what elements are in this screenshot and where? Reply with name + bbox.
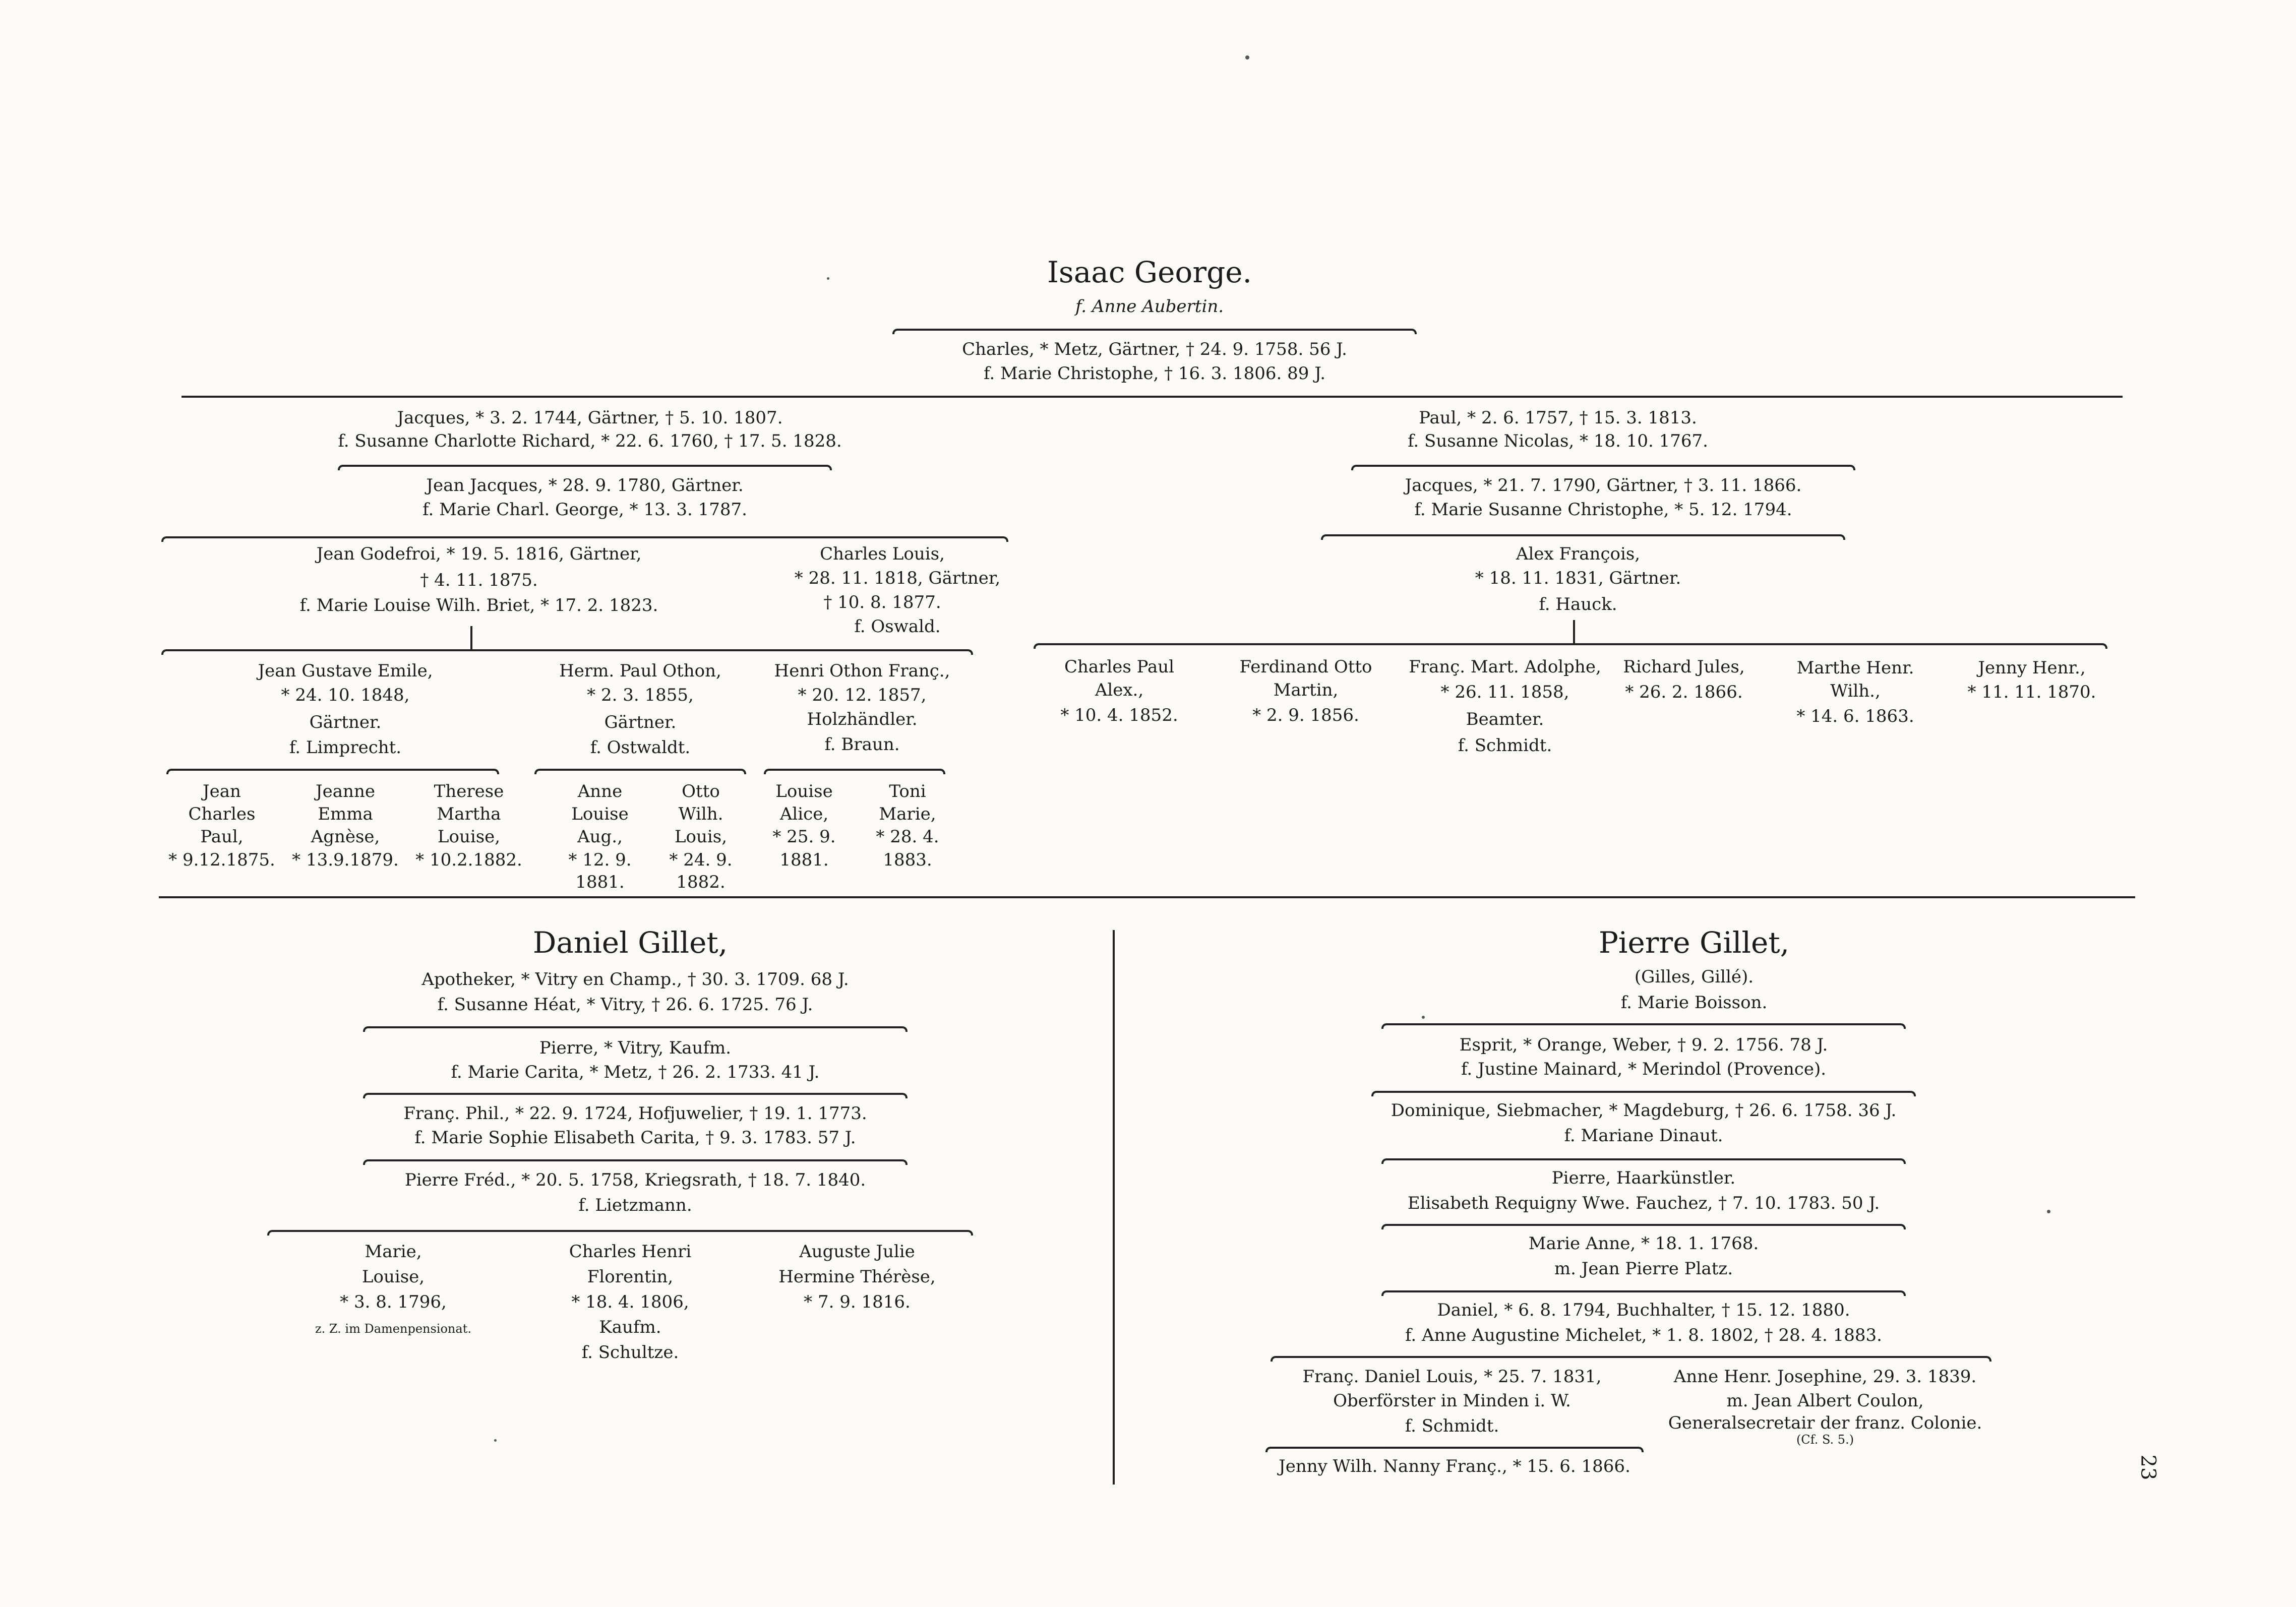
gk-toni-1: Toni xyxy=(889,781,926,801)
bracket xyxy=(1381,1023,1906,1029)
george-spouse: f. Anne Aubertin. xyxy=(1075,296,1224,317)
paul-line2: f. Susanne Nicolas, * 18. 10. 1767. xyxy=(1408,431,1708,451)
george-charles: Charles, * Metz, Gärtner, † 24. 9. 1758. 56 J. xyxy=(962,339,1347,359)
gk-louise-4: 1881. xyxy=(779,850,829,870)
gk-toni-4: 1883. xyxy=(883,850,932,870)
gk-louise-3: * 25. 9. xyxy=(772,827,836,847)
ch-jenny-2: * 11. 11. 1870. xyxy=(1967,682,2096,702)
henriothon-line2: * 20. 12. 1857, xyxy=(798,685,927,705)
gk-jean-1: Jean xyxy=(203,781,241,801)
pierre-l3b: Elisabeth Requigny Wwe. Fauchez, † 7. 10. 1783. 50 J. xyxy=(1407,1193,1880,1213)
gk-louise-1: Louise xyxy=(775,781,833,801)
gk-therese-3: Louise, xyxy=(437,827,501,847)
gk-therese-4: * 10.2.1882. xyxy=(415,850,522,870)
henriothon-line4: f. Braun. xyxy=(824,734,900,755)
daniel-charles-1: Charles Henri xyxy=(569,1242,692,1262)
daniel-charles-5: f. Schultze. xyxy=(581,1342,679,1363)
bracket xyxy=(267,1230,973,1235)
scan-speck xyxy=(1422,1016,1425,1019)
bracket xyxy=(1034,643,2107,649)
gk-jean-2: Charles xyxy=(188,804,256,824)
scan-speck xyxy=(1245,55,1249,59)
ch-franc-1: Franç. Mart. Adolphe, xyxy=(1409,657,1601,677)
scan-speck xyxy=(494,1439,497,1442)
section-divider xyxy=(159,896,2135,898)
henriothon-line1: Henri Othon Franç., xyxy=(774,661,950,681)
ch-charlespaul-3: * 10. 4. 1852. xyxy=(1060,705,1178,725)
gk-therese-2: Martha xyxy=(437,804,501,824)
gk-otto-1: Otto xyxy=(682,781,720,801)
hermpaul-line2: * 2. 3. 1855, xyxy=(587,685,694,705)
pierre-title: Pierre Gillet, xyxy=(1598,925,1790,960)
daniel-charles-2: Florentin, xyxy=(587,1267,674,1287)
pierre-anne-3: Generalsecretair der franz. Colonie. xyxy=(1668,1413,1982,1433)
ch-ferdinand-2: Martin, xyxy=(1273,680,1339,700)
scan-speck xyxy=(2047,1210,2050,1213)
bracket xyxy=(161,649,973,655)
gk-otto-4: * 24. 9. xyxy=(669,850,733,870)
daniel-charles-4: Kaufm. xyxy=(599,1317,661,1337)
gk-otto-3: Louis, xyxy=(674,827,728,847)
bracket xyxy=(1381,1158,1906,1164)
ch-charlespaul-2: Alex., xyxy=(1095,680,1144,700)
connector xyxy=(470,626,472,649)
bracket xyxy=(166,769,499,774)
pierre-l1a: Esprit, * Orange, Weber, † 9. 2. 1756. 78 J. xyxy=(1459,1035,1828,1055)
pierre-l0a: (Gilles, Gillé). xyxy=(1634,967,1754,987)
daniel-auguste-2: Hermine Thérèse, xyxy=(778,1267,936,1287)
pierre-franc-2: Oberförster in Minden i. W. xyxy=(1333,1391,1571,1411)
ch-franc-4: f. Schmidt. xyxy=(1458,735,1552,756)
daniel-l1b: f. Susanne Héat, * Vitry, † 26. 6. 1725. 76 J. xyxy=(437,995,813,1015)
paul-line1: Paul, * 2. 6. 1757, † 15. 3. 1813. xyxy=(1419,408,1697,428)
bracket xyxy=(1265,1447,1644,1452)
gk-jeanne-4: * 13.9.1879. xyxy=(292,850,399,870)
alex-line3: f. Hauck. xyxy=(1539,594,1617,614)
pierre-anne-2: m. Jean Albert Coulon, xyxy=(1726,1391,1924,1411)
gk-otto-2: Wilh. xyxy=(678,804,723,824)
ch-marthe-2: Wilh., xyxy=(1830,681,1881,701)
pierre-l2b: f. Mariane Dinaut. xyxy=(1564,1126,1723,1146)
gk-therese-1: Therese xyxy=(434,781,504,801)
gk-anne-1: Anne xyxy=(577,781,623,801)
pierre-franc-3: f. Schmidt. xyxy=(1405,1416,1499,1436)
bracket xyxy=(1371,1091,1916,1096)
gk-otto-5: 1882. xyxy=(676,872,726,892)
bracket xyxy=(1381,1224,1906,1229)
pierre-l4a: Marie Anne, * 18. 1. 1768. xyxy=(1528,1233,1759,1254)
gk-anne-4: * 12. 9. xyxy=(568,850,632,870)
alex-line2: * 18. 11. 1831, Gärtner. xyxy=(1475,568,1681,588)
george-title: Isaac George. xyxy=(1047,255,1252,289)
jacques2-line2: f. Marie Susanne Christophe, * 5. 12. 1794. xyxy=(1414,500,1792,520)
godefroi-line3: f. Marie Louise Wilh. Briet, * 17. 2. 1823. xyxy=(299,595,658,615)
bracket xyxy=(764,769,945,774)
daniel-l3a: Franç. Phil., * 22. 9. 1724, Hofjuwelier, † 19. 1. 1773. xyxy=(403,1103,867,1124)
daniel-marie-2: Louise, xyxy=(361,1267,425,1287)
charleslouis-line2: * 28. 11. 1818, Gärtner, xyxy=(794,568,1001,588)
pierre-l2a: Dominique, Siebmacher, * Magdeburg, † 26. 6. 1758. 36 J. xyxy=(1391,1100,1897,1121)
gk-jeanne-2: Emma xyxy=(318,804,373,824)
gustave-line2: * 24. 10. 1848, xyxy=(281,685,410,705)
pierre-anne-1: Anne Henr. Josephine, 29. 3. 1839. xyxy=(1673,1367,1977,1387)
ch-ferdinand-3: * 2. 9. 1856. xyxy=(1252,705,1359,725)
bracket xyxy=(892,329,1417,334)
column-divider xyxy=(1113,930,1115,1485)
bracket xyxy=(363,1093,908,1098)
daniel-l4b: f. Lietzmann. xyxy=(578,1195,692,1215)
pierre-l0b: f. Marie Boisson. xyxy=(1620,993,1768,1013)
page-number: 23 xyxy=(2136,1454,2160,1480)
scan-speck xyxy=(827,277,829,280)
gk-toni-3: * 28. 4. xyxy=(876,827,939,847)
ch-richard-2: * 26. 2. 1866. xyxy=(1625,682,1743,702)
connector xyxy=(1573,620,1575,643)
daniel-charles-3: * 18. 4. 1806, xyxy=(571,1292,689,1312)
daniel-marie-3: * 3. 8. 1796, xyxy=(340,1292,447,1312)
bracket xyxy=(161,536,1008,542)
hermpaul-line3: Gärtner. xyxy=(604,712,677,732)
godefroi-line1: Jean Godefroi, * 19. 5. 1816, Gärtner, xyxy=(316,544,642,564)
bracket xyxy=(1351,465,1855,470)
bracket xyxy=(363,1026,908,1032)
ch-marthe-3: * 14. 6. 1863. xyxy=(1796,706,1914,726)
ch-charlespaul-1: Charles Paul xyxy=(1064,657,1175,677)
george-charles-spouse: f. Marie Christophe, † 16. 3. 1806. 89 J. xyxy=(983,363,1326,384)
ch-marthe-1: Marthe Henr. xyxy=(1796,658,1914,678)
henriothon-line3: Holzhändler. xyxy=(807,709,918,729)
gk-jean-3: Paul, xyxy=(200,827,244,847)
daniel-auguste-1: Auguste Julie xyxy=(799,1242,915,1262)
gk-jeanne-1: Jeanne xyxy=(316,781,375,801)
charleslouis-line3: † 10. 8. 1877. xyxy=(823,592,941,612)
pierre-l5b: f. Anne Augustine Michelet, * 1. 8. 1802, † 28. 4. 1883. xyxy=(1405,1325,1882,1345)
daniel-l3b: f. Marie Sophie Elisabeth Carita, † 9. 3. 1783. 57 J. xyxy=(414,1128,856,1148)
hermpaul-line4: f. Ostwaldt. xyxy=(590,737,691,758)
daniel-title: Daniel Gillet, xyxy=(532,925,728,960)
pierre-l3a: Pierre, Haarkünstler. xyxy=(1551,1168,1736,1188)
pierre-jenny: Jenny Wilh. Nanny Franç., * 15. 6. 1866. xyxy=(1279,1456,1630,1476)
gk-toni-2: Marie, xyxy=(879,804,936,824)
hermpaul-line1: Herm. Paul Othon, xyxy=(559,661,721,681)
gk-anne-5: 1881. xyxy=(575,872,625,892)
daniel-l4a: Pierre Fréd., * 20. 5. 1758, Kriegsrath, † 18. 7. 1840. xyxy=(404,1170,866,1190)
ch-richard-1: Richard Jules, xyxy=(1623,657,1745,677)
jacques-line2: f. Susanne Charlotte Richard, * 22. 6. 1760, † 17. 5. 1828. xyxy=(338,431,842,451)
godefroi-line2: † 4. 11. 1875. xyxy=(420,570,538,590)
gk-louise-2: Alice, xyxy=(779,804,829,824)
pierre-franc-1: Franç. Daniel Louis, * 25. 7. 1831, xyxy=(1302,1367,1602,1387)
ch-ferdinand-1: Ferdinand Otto xyxy=(1239,657,1372,677)
bracket xyxy=(1271,1356,1991,1362)
daniel-l1a: Apotheker, * Vitry en Champ., † 30. 3. 1709. 68 J. xyxy=(421,969,849,990)
daniel-marie-note: z. Z. im Damenpensionat. xyxy=(315,1322,471,1336)
gustave-line3: Gärtner. xyxy=(309,712,382,732)
daniel-l2b: f. Marie Carita, * Metz, † 26. 2. 1733. 41 J. xyxy=(451,1062,820,1082)
ch-jenny-1: Jenny Henr., xyxy=(1978,658,2086,678)
divider xyxy=(182,396,2123,398)
jacques-line1: Jacques, * 3. 2. 1744, Gärtner, † 5. 10. 1807. xyxy=(397,408,783,428)
pierre-l1b: f. Justine Mainard, * Merindol (Provence). xyxy=(1461,1059,1827,1079)
daniel-auguste-3: * 7. 9. 1816. xyxy=(804,1292,911,1312)
pierre-anne-note: (Cf. S. 5.) xyxy=(1796,1433,1854,1447)
charleslouis-line4: f. Oswald. xyxy=(854,616,941,637)
bracket xyxy=(338,465,832,470)
alex-line1: Alex François, xyxy=(1516,544,1641,564)
daniel-l2a: Pierre, * Vitry, Kaufm. xyxy=(539,1038,732,1058)
gk-anne-3: Aug., xyxy=(577,827,623,847)
bracket xyxy=(1321,534,1845,540)
gk-jean-4: * 9.12.1875. xyxy=(168,850,275,870)
jeanjacques-line1: Jean Jacques, * 28. 9. 1780, Gärtner. xyxy=(426,475,744,496)
charleslouis-line1: Charles Louis, xyxy=(820,544,945,564)
pierre-l5a: Daniel, * 6. 8. 1794, Buchhalter, † 15. 12. 1880. xyxy=(1437,1300,1850,1320)
gk-jeanne-3: Agnèse, xyxy=(311,827,380,847)
bracket xyxy=(1381,1290,1906,1296)
gustave-line1: Jean Gustave Emile, xyxy=(258,661,433,681)
gk-anne-2: Louise xyxy=(571,804,629,824)
bracket xyxy=(363,1159,908,1165)
ch-franc-2: * 26. 11. 1858, xyxy=(1440,682,1569,702)
daniel-marie-1: Marie, xyxy=(365,1242,422,1262)
bracket xyxy=(534,769,746,774)
gustave-line4: f. Limprecht. xyxy=(289,737,402,758)
ch-franc-3: Beamter. xyxy=(1466,709,1544,729)
jeanjacques-line2: f. Marie Charl. George, * 13. 3. 1787. xyxy=(422,500,747,520)
jacques2-line1: Jacques, * 21. 7. 1790, Gärtner, † 3. 11. 1866. xyxy=(1405,475,1802,496)
pierre-l4b: m. Jean Pierre Platz. xyxy=(1554,1259,1733,1279)
